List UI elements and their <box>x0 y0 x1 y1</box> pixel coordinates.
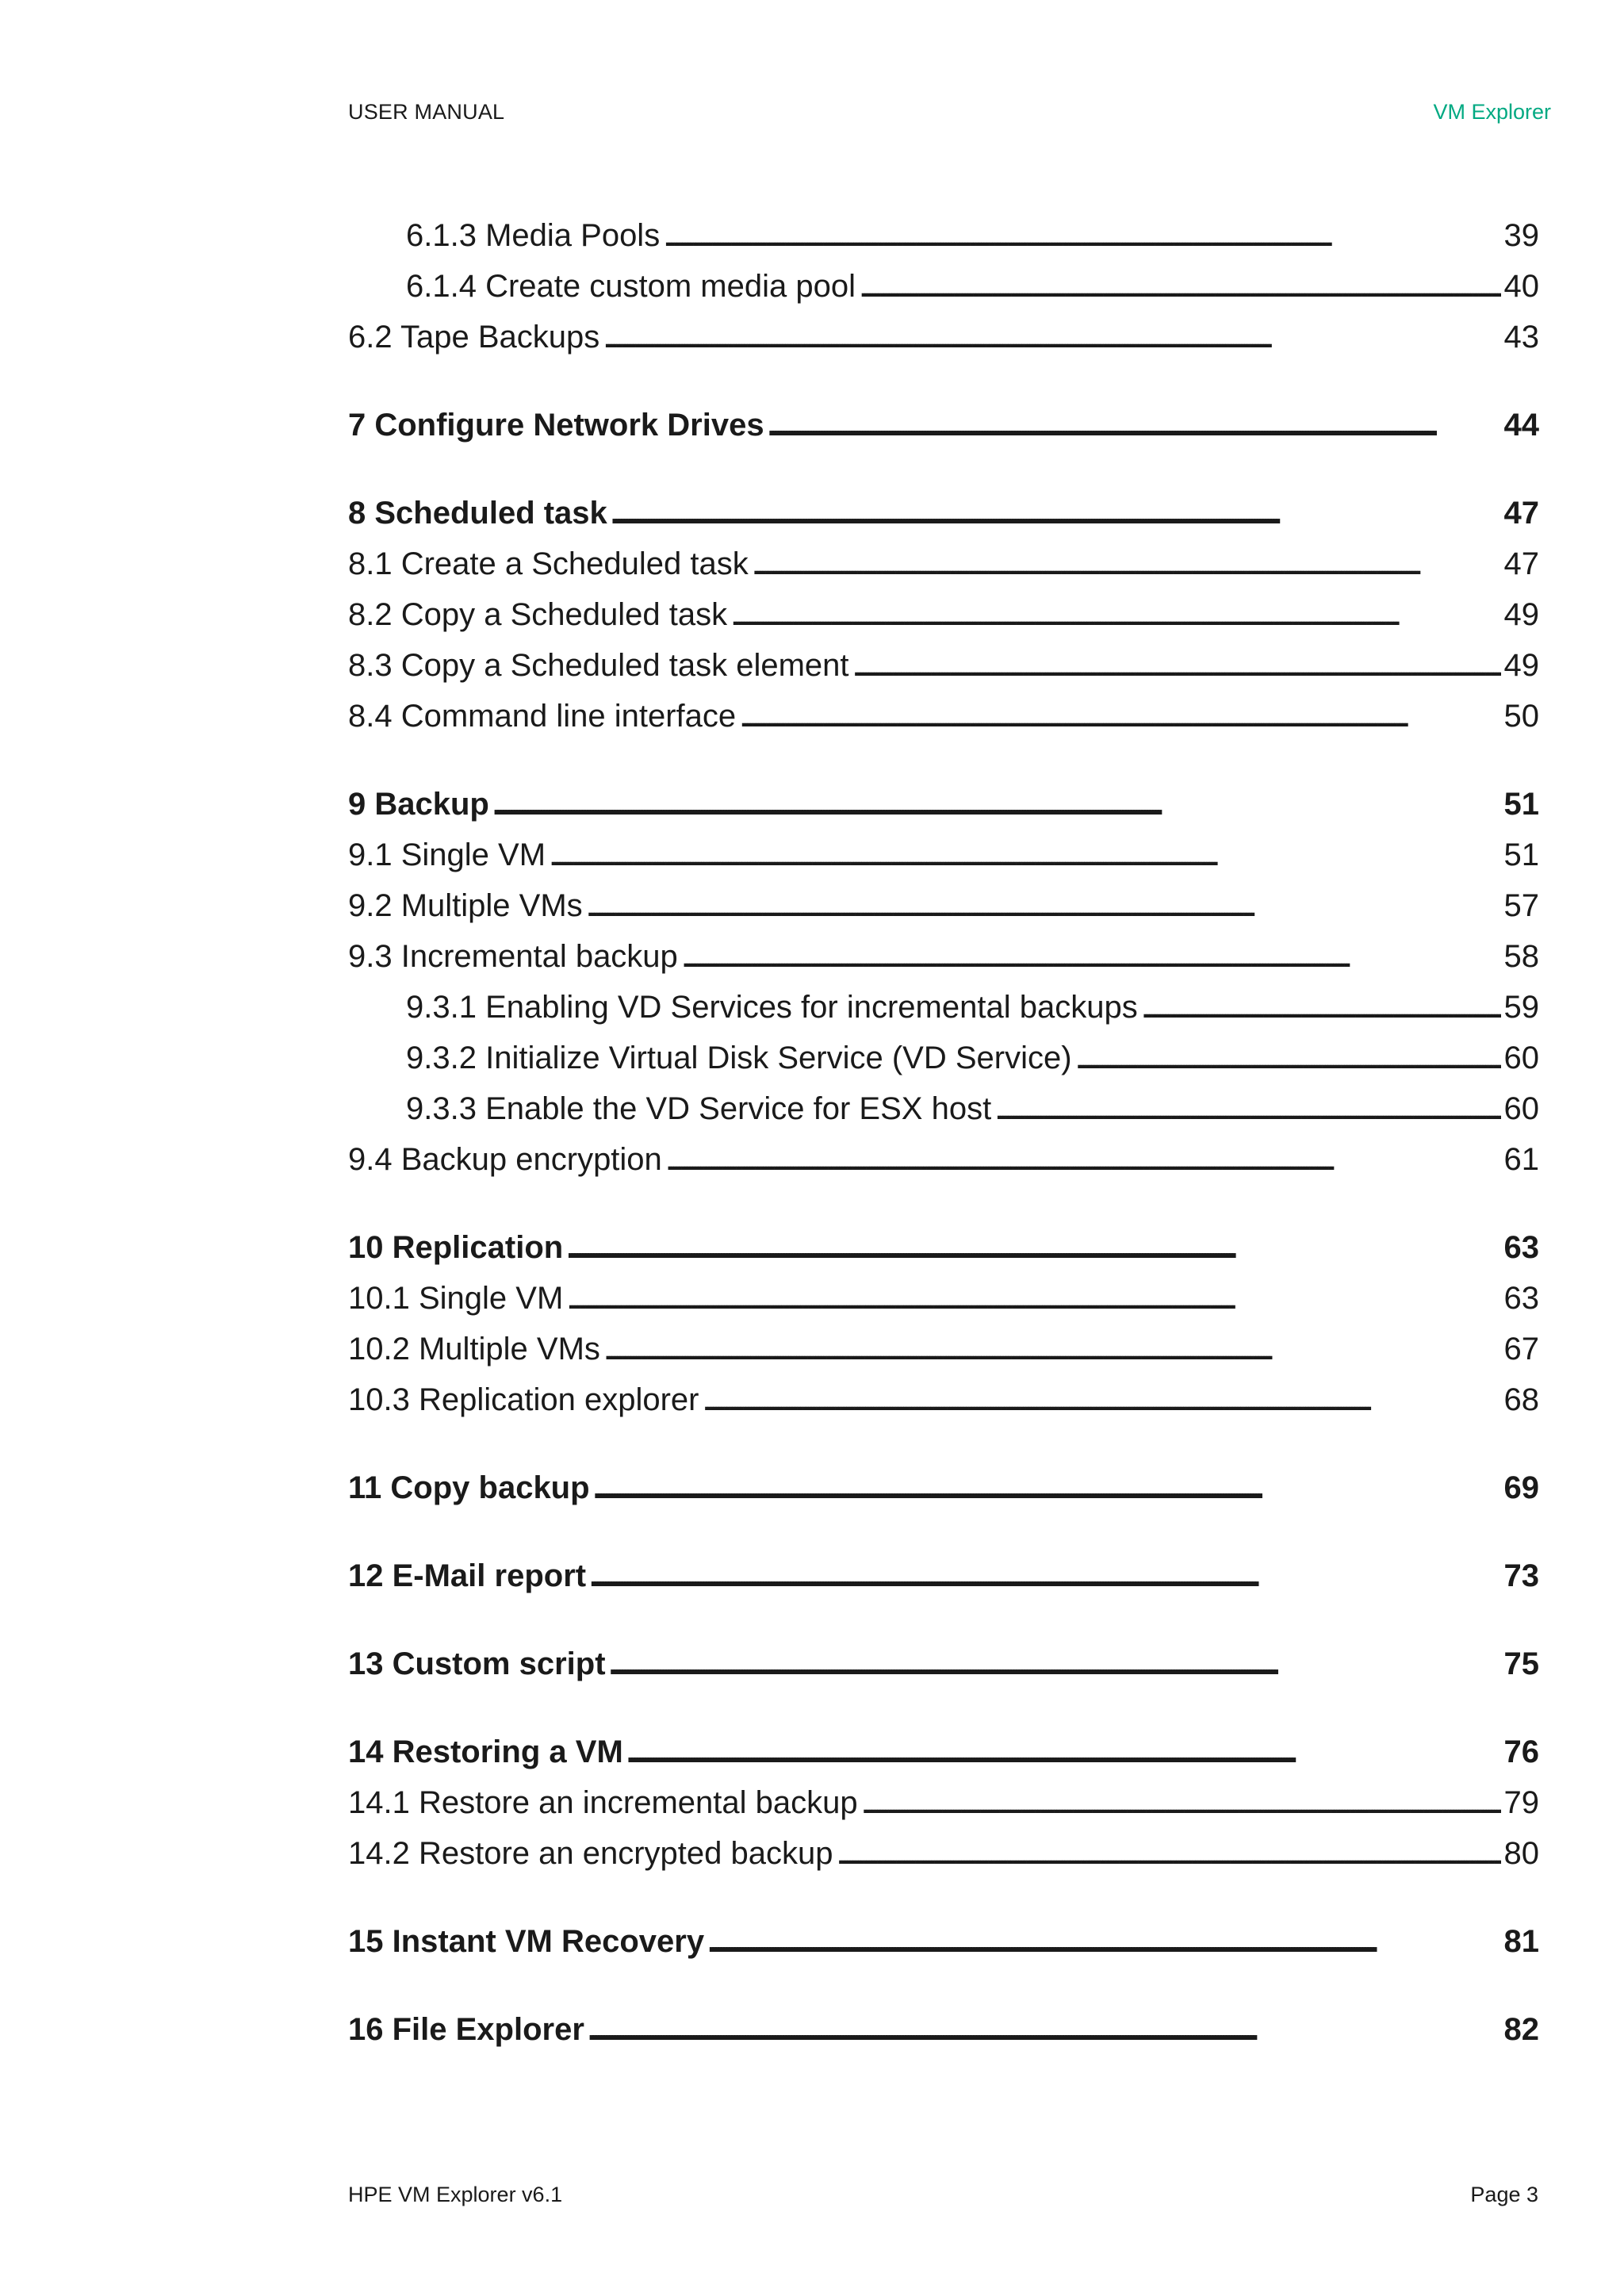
header-manual-label: USER MANUAL <box>348 100 505 124</box>
toc-entry[interactable] <box>348 1374 1539 1425</box>
toc-entry-title[interactable]: 9.3.2 Initialize Virtual Disk Service (VD Service) <box>406 1041 1072 1075</box>
toc-entry[interactable] <box>348 539 1539 589</box>
toc-entry-title[interactable]: 7 Configure Network Drives <box>348 408 764 443</box>
toc-entry-title[interactable]: 11 Copy backup <box>348 1470 590 1505</box>
toc-entry-title[interactable]: 6.1.3 Media Pools <box>406 218 661 253</box>
toc-entry-title[interactable]: 14.1 Restore an incremental backup <box>348 1785 858 1820</box>
toc-entry-title[interactable]: 12 E-Mail report <box>348 1558 587 1593</box>
toc-entry-page[interactable]: 47 <box>1503 546 1539 581</box>
toc-entry[interactable] <box>348 312 1539 362</box>
toc-entry-page[interactable]: 60 <box>1503 1091 1539 1126</box>
toc-entry-title[interactable]: 9.3.3 Enable the VD Service for ESX host <box>406 1091 992 1126</box>
toc-dot-leader <box>994 1083 1500 1134</box>
toc-entry-title[interactable]: 14 Restoring a VM <box>348 1734 623 1769</box>
toc-dot-leader <box>603 312 1500 362</box>
toc-entry[interactable] <box>348 830 1539 880</box>
toc-entry[interactable] <box>348 1083 1539 1134</box>
toc-entry-title[interactable]: 9.3 Incremental backup <box>348 939 678 974</box>
toc-entry-page[interactable]: 68 <box>1503 1382 1539 1417</box>
toc-entry-page[interactable]: 51 <box>1503 838 1539 872</box>
toc-entry-page[interactable]: 49 <box>1503 597 1539 632</box>
toc-dot-leader <box>663 210 1500 261</box>
toc-dot-leader <box>626 1727 1501 1777</box>
toc-entry-title[interactable]: 9.2 Multiple VMs <box>348 888 583 923</box>
toc-entry[interactable] <box>348 1134 1539 1185</box>
toc-entry[interactable] <box>348 1916 1539 1967</box>
toc-dot-leader <box>837 1828 1501 1879</box>
header-product-name: VM Explorer <box>1433 100 1551 124</box>
toc-dot-leader <box>681 931 1501 982</box>
toc-entry-title[interactable]: 10.1 Single VM <box>348 1281 564 1316</box>
toc-dot-leader <box>588 2004 1501 2055</box>
toc-entry-page[interactable]: 73 <box>1503 1558 1539 1593</box>
toc-entry[interactable] <box>348 779 1539 830</box>
toc-entry[interactable] <box>348 1033 1539 1083</box>
toc-entry-page[interactable]: 63 <box>1503 1230 1539 1265</box>
table-of-contents <box>348 210 1539 2055</box>
toc-dot-leader <box>730 589 1500 640</box>
toc-dot-leader <box>752 539 1501 589</box>
toc-entry-title[interactable]: 6.2 Tape Backups <box>348 320 600 355</box>
toc-entry[interactable] <box>348 1828 1539 1879</box>
toc-entry-page[interactable]: 50 <box>1503 699 1539 734</box>
toc-entry[interactable] <box>348 880 1539 931</box>
toc-entry[interactable] <box>348 1777 1539 1828</box>
toc-entry-title[interactable]: 6.1.4 Create custom media pool <box>406 269 856 304</box>
toc-entry-page[interactable]: 58 <box>1503 939 1539 974</box>
toc-entry-title[interactable]: 16 File Explorer <box>348 2012 584 2047</box>
toc-entry-page[interactable]: 81 <box>1503 1924 1539 1959</box>
toc-entry[interactable] <box>348 931 1539 982</box>
toc-dot-leader <box>611 488 1501 539</box>
toc-dot-leader <box>566 1222 1500 1273</box>
toc-entry[interactable] <box>348 488 1539 539</box>
toc-entry-page[interactable]: 61 <box>1503 1142 1539 1177</box>
toc-entry[interactable] <box>348 1550 1539 1601</box>
toc-dot-leader <box>566 1273 1500 1324</box>
toc-dot-leader <box>593 1462 1501 1513</box>
toc-entry-page[interactable]: 76 <box>1503 1734 1539 1769</box>
toc-dot-leader <box>589 1550 1500 1601</box>
toc-entry-page[interactable]: 57 <box>1503 888 1539 923</box>
toc-dot-leader <box>1141 982 1501 1033</box>
toc-entry[interactable] <box>348 982 1539 1033</box>
toc-dot-leader <box>603 1324 1501 1374</box>
toc-dot-leader <box>1075 1033 1501 1083</box>
toc-dot-leader <box>549 830 1500 880</box>
toc-entry-page[interactable]: 79 <box>1503 1785 1539 1820</box>
toc-entry[interactable] <box>348 1273 1539 1324</box>
toc-entry-title[interactable]: 15 Instant VM Recovery <box>348 1924 705 1959</box>
toc-entry[interactable] <box>348 261 1539 312</box>
toc-entry-title[interactable]: 8.4 Command line interface <box>348 699 737 734</box>
toc-entry[interactable] <box>348 1222 1539 1273</box>
toc-entry-page[interactable]: 59 <box>1503 990 1539 1025</box>
toc-entry-page[interactable]: 49 <box>1503 648 1539 683</box>
toc-entry-page[interactable]: 67 <box>1503 1332 1539 1366</box>
toc-entry[interactable] <box>348 2004 1539 2055</box>
toc-entry-page[interactable]: 69 <box>1503 1470 1539 1505</box>
toc-entry[interactable] <box>348 1639 1539 1689</box>
toc-entry-page[interactable]: 82 <box>1503 2012 1539 2047</box>
toc-entry-page[interactable]: 63 <box>1503 1281 1539 1316</box>
toc-entry-title[interactable]: 9.3.1 Enabling VD Services for incremental backups <box>406 990 1138 1025</box>
toc-entry-title[interactable]: 10 Replication <box>348 1230 564 1265</box>
toc-dot-leader <box>861 1777 1501 1828</box>
toc-dot-leader <box>707 1916 1500 1967</box>
toc-entry[interactable] <box>348 589 1539 640</box>
toc-dot-leader <box>768 400 1501 450</box>
toc-dot-leader <box>852 640 1501 691</box>
toc-entry-page[interactable]: 43 <box>1503 320 1539 355</box>
toc-entry-title[interactable]: 14.2 Restore an encrypted backup <box>348 1836 833 1871</box>
footer-page-number: Page 3 <box>1470 2183 1538 2206</box>
toc-dot-leader <box>586 880 1501 931</box>
toc-entry[interactable] <box>348 1324 1539 1374</box>
toc-entry-page[interactable]: 80 <box>1503 1836 1539 1871</box>
toc-entry-page[interactable]: 51 <box>1503 787 1539 822</box>
toc-entry-page[interactable]: 44 <box>1503 408 1539 443</box>
toc-entry-title[interactable]: 8.1 Create a Scheduled task <box>348 546 749 581</box>
toc-entry[interactable] <box>348 640 1539 691</box>
footer-product-version: HPE VM Explorer v6.1 <box>348 2183 563 2206</box>
toc-entry-page[interactable]: 39 <box>1503 218 1539 253</box>
toc-entry-title[interactable]: 9.1 Single VM <box>348 838 546 872</box>
toc-entry-title[interactable]: 8 Scheduled task <box>348 496 607 531</box>
toc-entry-page[interactable]: 75 <box>1503 1646 1539 1681</box>
toc-entry-page[interactable]: 60 <box>1503 1041 1539 1075</box>
toc-dot-leader <box>859 261 1501 312</box>
toc-entry-title[interactable]: 13 Custom script <box>348 1646 606 1681</box>
toc-dot-leader <box>665 1134 1501 1185</box>
toc-entry-title[interactable]: 9.4 Backup encryption <box>348 1142 662 1177</box>
toc-entry-title[interactable]: 8.2 Copy a Scheduled task <box>348 597 728 632</box>
toc-entry[interactable] <box>348 210 1539 261</box>
toc-dot-leader <box>492 779 1501 830</box>
toc-entry[interactable] <box>348 1727 1539 1777</box>
toc-entry-page[interactable]: 47 <box>1503 496 1539 531</box>
toc-entry-title[interactable]: 10.3 Replication explorer <box>348 1382 699 1417</box>
toc-entry[interactable] <box>348 400 1539 450</box>
toc-entry-title[interactable]: 8.3 Copy a Scheduled task element <box>348 648 849 683</box>
toc-entry[interactable] <box>348 691 1539 742</box>
toc-entry-title[interactable]: 9 Backup <box>348 787 489 822</box>
toc-entry-page[interactable]: 40 <box>1503 269 1539 304</box>
toc-dot-leader <box>739 691 1500 742</box>
toc-entry[interactable] <box>348 1462 1539 1513</box>
toc-entry-title[interactable]: 10.2 Multiple VMs <box>348 1332 600 1366</box>
toc-dot-leader <box>702 1374 1500 1425</box>
toc-dot-leader <box>609 1639 1501 1689</box>
